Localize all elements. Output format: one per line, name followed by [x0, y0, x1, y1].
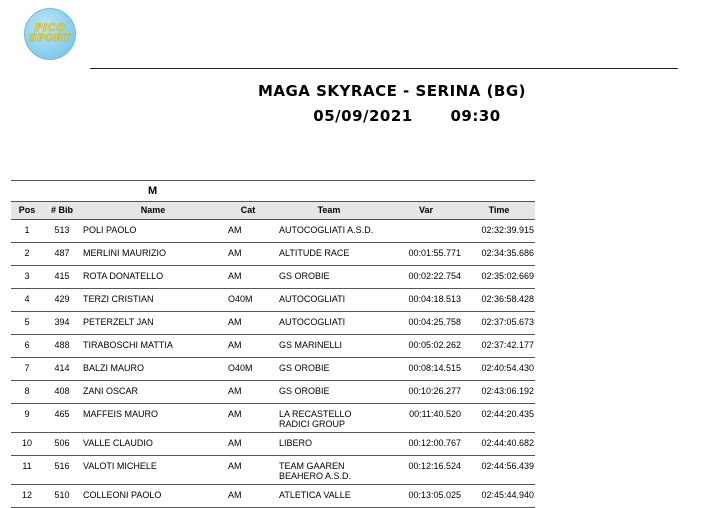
cell-time: 02:37:05.673: [481, 317, 534, 327]
cell-bib: 510: [54, 490, 70, 500]
cell-var: 00:04:25.758: [408, 317, 461, 327]
col-time: Time: [488, 205, 510, 215]
cell-var: 00:11:40.520: [409, 409, 461, 419]
cell-team: LIBERO: [279, 438, 313, 448]
table-row: [11, 381, 535, 404]
table-body: [11, 220, 535, 508]
cell-name: VALOTI MICHELE: [83, 461, 157, 471]
table-header: [11, 202, 535, 220]
cell-cat: AM: [228, 409, 242, 419]
cell-var: 00:02:22.754: [408, 271, 461, 281]
cell-pos: 2: [24, 248, 30, 258]
cell-name: MAFFEIS MAURO: [83, 409, 159, 419]
cell-name: BALZI MAURO: [83, 363, 145, 373]
cell-var: 00:01:55.771: [408, 248, 461, 258]
col-bib: # Bib: [50, 205, 73, 215]
event-datetime: [0, 107, 724, 125]
cell-pos: 5: [24, 317, 30, 327]
table-row: [11, 243, 535, 266]
cell-bib: 516: [54, 461, 70, 471]
table-row: [11, 358, 535, 381]
logo-line-1: PICO: [34, 23, 66, 34]
cell-bib: 513: [54, 225, 70, 235]
cell-var: 00:08:14.515: [408, 363, 461, 373]
cell-cat: O40M: [228, 294, 253, 304]
cell-name: ROTA DONATELLO: [83, 271, 164, 281]
table-row: [11, 485, 535, 508]
cell-cat: AM: [228, 248, 242, 258]
table-row: [11, 220, 535, 243]
cell-bib: 465: [54, 409, 70, 419]
cell-bib: 415: [54, 271, 70, 281]
col-cat: Cat: [240, 205, 256, 215]
cell-cat: AM: [228, 225, 242, 235]
cell-pos: 6: [24, 340, 30, 350]
cell-var: 00:10:26.277: [408, 386, 461, 396]
cell-name: VALLE CLAUDIO: [83, 438, 153, 448]
cell-bib: 429: [54, 294, 70, 304]
cell-pos: 9: [24, 409, 30, 419]
cell-var: 00:12:16.524: [408, 461, 461, 471]
cell-cat: AM: [228, 271, 242, 281]
cell-team: GS OROBIE: [279, 386, 330, 396]
cell-team: TEAM GAAREN BEAHERO A.S.D.: [279, 461, 352, 481]
cell-name: COLLEONI PAOLO: [83, 490, 162, 500]
cell-cat: AM: [228, 340, 242, 350]
cell-time: 02:34:35.686: [481, 248, 534, 258]
table-row: [11, 433, 535, 456]
cell-time: 02:32:39.915: [481, 225, 534, 235]
table-row: [11, 312, 535, 335]
cell-name: TERZI CRISTIAN: [83, 294, 154, 304]
pico-sport-logo: [24, 8, 76, 60]
header-rule: [90, 68, 678, 69]
cell-var: 00:12:00.767: [408, 438, 461, 448]
cell-bib: 487: [54, 248, 70, 258]
cell-name: MERLINI MAURIZIO: [83, 248, 167, 258]
cell-time: 02:43:06.192: [481, 386, 534, 396]
cell-team: AUTOCOGLIATI A.S.D.: [279, 225, 374, 235]
cell-team: GS MARINELLI: [279, 340, 343, 350]
category-banner: [11, 181, 535, 202]
cell-cat: AM: [228, 490, 242, 500]
event-date: 05/09/2021: [313, 107, 413, 125]
cell-pos: 12: [21, 490, 32, 500]
cell-bib: 394: [54, 317, 70, 327]
cell-time: 02:40:54.430: [481, 363, 534, 373]
cell-pos: 11: [22, 461, 32, 471]
event-title: [0, 82, 724, 100]
table-row: [11, 456, 535, 485]
cell-pos: 1: [24, 225, 30, 235]
cell-pos: 4: [24, 294, 30, 304]
cell-name: PETERZELT JAN: [83, 317, 154, 327]
category-label: M: [148, 185, 158, 197]
col-var: Var: [418, 205, 433, 215]
cell-var: 00:13:05.025: [408, 490, 461, 500]
cell-time: 02:37:42.177: [481, 340, 534, 350]
cell-pos: 3: [24, 271, 30, 281]
cell-cat: AM: [228, 317, 242, 327]
cell-bib: 414: [54, 363, 70, 373]
cell-pos: 7: [24, 363, 30, 373]
cell-name: POLI PAOLO: [83, 225, 137, 235]
table-row: [11, 266, 535, 289]
cell-cat: AM: [228, 386, 242, 396]
table-row: [11, 404, 535, 433]
cell-time: 02:36:58.428: [481, 294, 534, 304]
col-name: Name: [140, 205, 166, 215]
table-row: [11, 289, 535, 312]
cell-name: ZANI OSCAR: [83, 386, 139, 396]
cell-team: AUTOCOGLIATI: [279, 294, 346, 304]
results-table: [11, 180, 535, 508]
logo-line-2: SPORT: [29, 33, 71, 44]
cell-time: 02:44:56.439: [481, 461, 534, 471]
cell-time: 02:44:40.682: [481, 438, 534, 448]
event-title-text: MAGA SKYRACE - SERINA (BG): [257, 82, 527, 100]
cell-team: LA RECASTELLO RADICI GROUP: [279, 409, 352, 429]
cell-bib: 488: [54, 340, 70, 350]
cell-bib: 408: [54, 386, 70, 396]
cell-team: AUTOCOGLIATI: [279, 317, 346, 327]
event-time: 09:30: [450, 107, 501, 125]
cell-team: GS OROBIE: [279, 271, 330, 281]
cell-pos: 8: [24, 386, 30, 396]
cell-cat: AM: [228, 438, 242, 448]
cell-team: ATLETICA VALLE: [279, 490, 351, 500]
col-team: Team: [317, 205, 341, 215]
cell-time: 02:35:02.669: [481, 271, 534, 281]
cell-time: 02:44:20.435: [481, 409, 534, 419]
col-pos: Pos: [18, 205, 36, 215]
cell-bib: 506: [54, 438, 70, 448]
cell-time: 02:45:44.940: [481, 490, 534, 500]
cell-var: 00:05:02.262: [408, 340, 461, 350]
cell-team: GS OROBIE: [279, 363, 330, 373]
table-row: [11, 335, 535, 358]
cell-cat: O40M: [228, 363, 253, 373]
cell-name: TIRABOSCHI MATTIA: [83, 340, 173, 350]
cell-pos: 10: [21, 438, 32, 448]
cell-var: 00:04:18.513: [408, 294, 461, 304]
cell-team: ALTITUDE RACE: [279, 248, 350, 258]
cell-cat: AM: [228, 461, 242, 471]
